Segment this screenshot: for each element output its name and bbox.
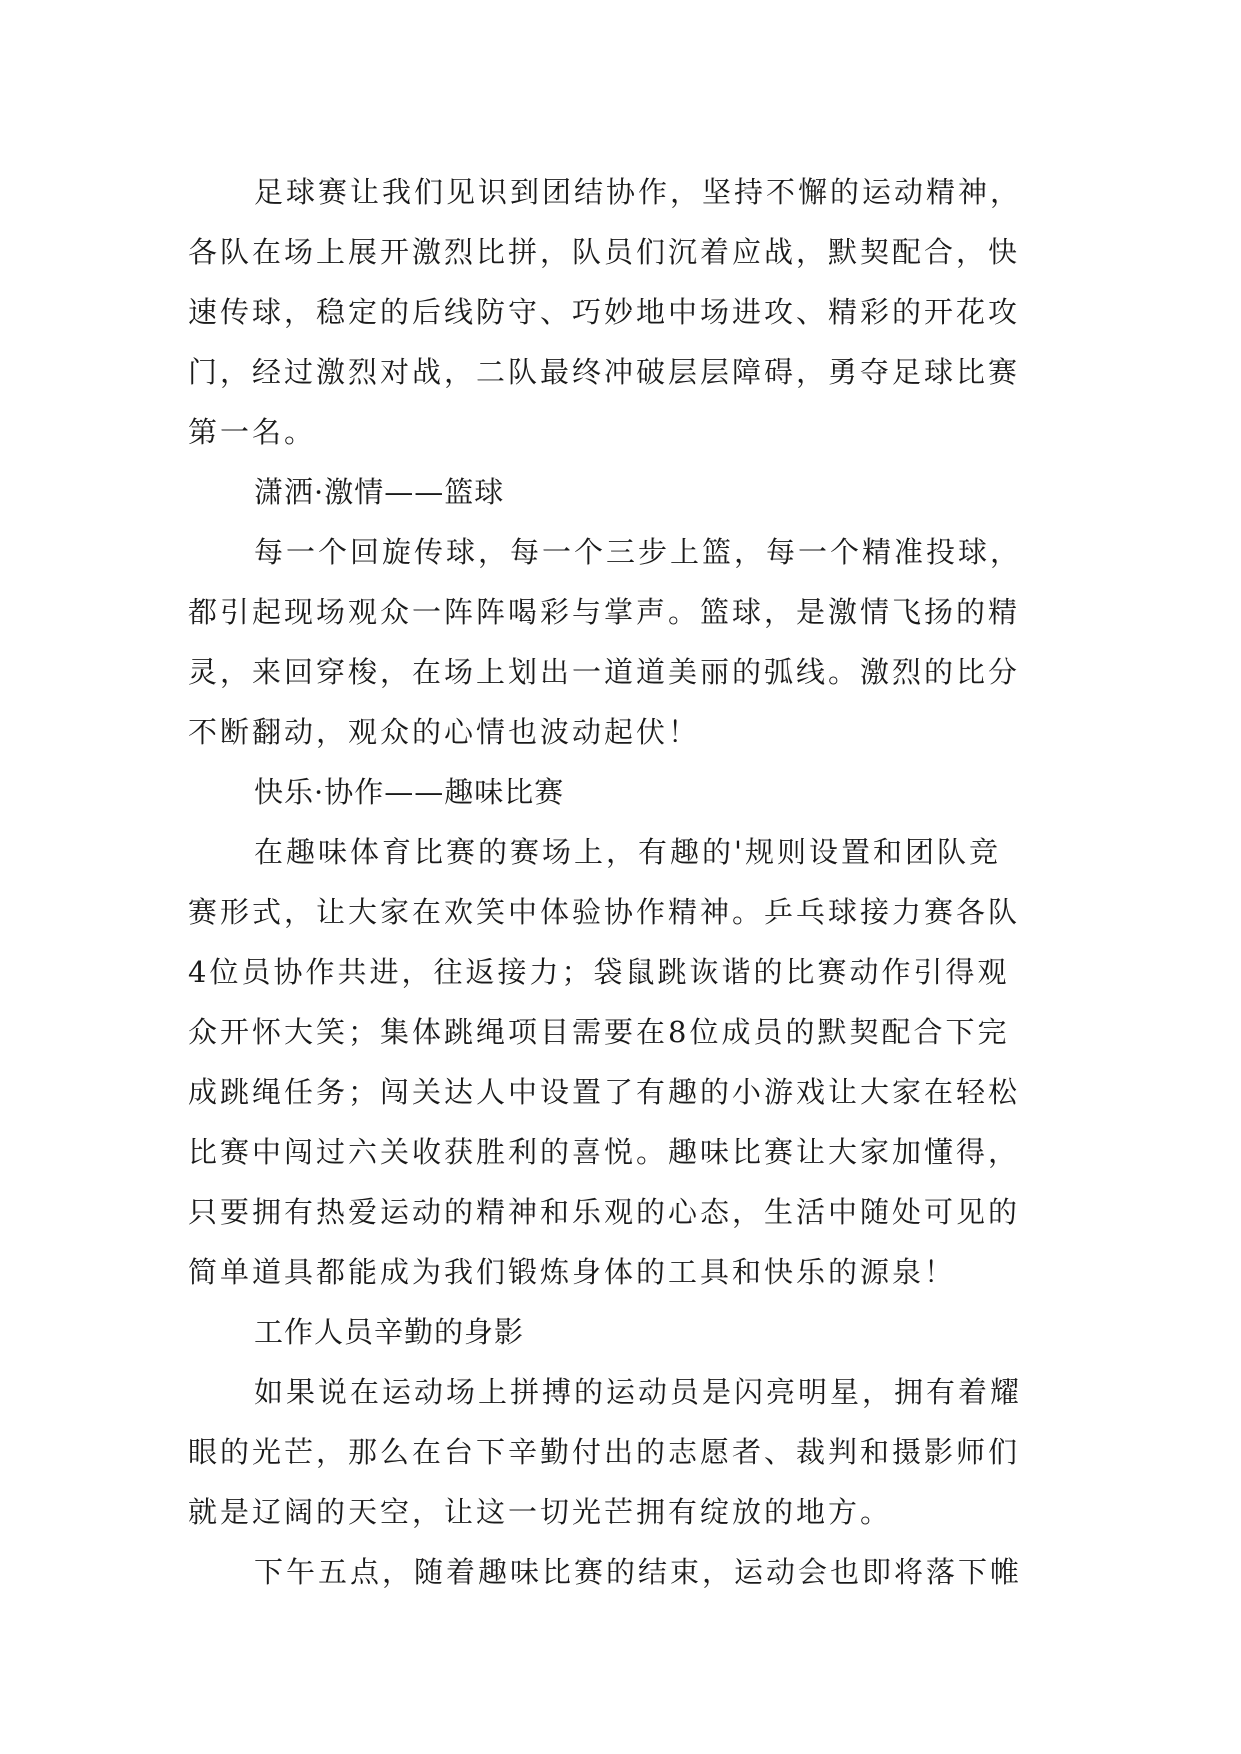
paragraph-line: 简单道具都能成为我们锻炼身体的工具和快乐的源泉！ <box>188 1255 957 1289</box>
section-heading-staff: 工作人员辛勤的身影 <box>254 1315 525 1349</box>
paragraph-line: 如果说在运动场上拼搏的运动员是闪亮明星，拥有着耀 <box>254 1375 1023 1409</box>
section-heading-basketball: 潇洒·激情——篮球 <box>254 475 505 509</box>
section-heading-fun-games: 快乐·协作——趣味比赛 <box>254 775 565 809</box>
paragraph-line: 就是辽阔的天空，让这一切光芒拥有绽放的地方。 <box>188 1495 893 1529</box>
paragraph-line: 众开怀大笑；集体跳绳项目需要在8位成员的默契配合下完 <box>188 1015 1010 1049</box>
paragraph-line: 门，经过激烈对战，二队最终冲破层层障碍，勇夺足球比赛 <box>188 355 1021 389</box>
paragraph-line: 灵，来回穿梭，在场上划出一道道美丽的弧线。激烈的比分 <box>188 655 1021 689</box>
paragraph-line: 眼的光芒，那么在台下辛勤付出的志愿者、裁判和摄影师们 <box>188 1435 1021 1469</box>
paragraph-line: 各队在场上展开激烈比拼，队员们沉着应战，默契配合，快 <box>188 235 1021 269</box>
paragraph-line: 下午五点，随着趣味比赛的结束，运动会也即将落下帷 <box>254 1555 1023 1589</box>
paragraph-line: 成跳绳任务；闯关达人中设置了有趣的小游戏让大家在轻松 <box>188 1075 1021 1109</box>
paragraph-line: 每一个回旋传球，每一个三步上篮，每一个精准投球， <box>254 535 1023 569</box>
paragraph-line: 赛形式，让大家在欢笑中体验协作精神。乒乓球接力赛各队 <box>188 895 1021 929</box>
paragraph-line: 只要拥有热爱运动的精神和乐观的心态，生活中随处可见的 <box>188 1195 1021 1229</box>
paragraph-line: 足球赛让我们见识到团结协作，坚持不懈的运动精神， <box>254 175 1023 209</box>
document-body <box>188 162 1068 1602</box>
paragraph-line: 都引起现场观众一阵阵喝彩与掌声。篮球，是激情飞扬的精 <box>188 595 1021 629</box>
paragraph-line: 4位员协作共进，往返接力；袋鼠跳诙谐的比赛动作引得观 <box>188 955 1010 989</box>
paragraph-line: 速传球，稳定的后线防守、巧妙地中场进攻、精彩的开花攻 <box>188 295 1021 329</box>
paragraph-line: 在趣味体育比赛的赛场上，有趣的'规则设置和团队竞 <box>254 835 1001 869</box>
paragraph-line: 比赛中闯过六关收获胜利的喜悦。趣味比赛让大家加懂得， <box>188 1135 1021 1169</box>
paragraph-line: 不断翻动，观众的心情也波动起伏！ <box>188 715 701 749</box>
paragraph-line: 第一名。 <box>188 415 317 449</box>
